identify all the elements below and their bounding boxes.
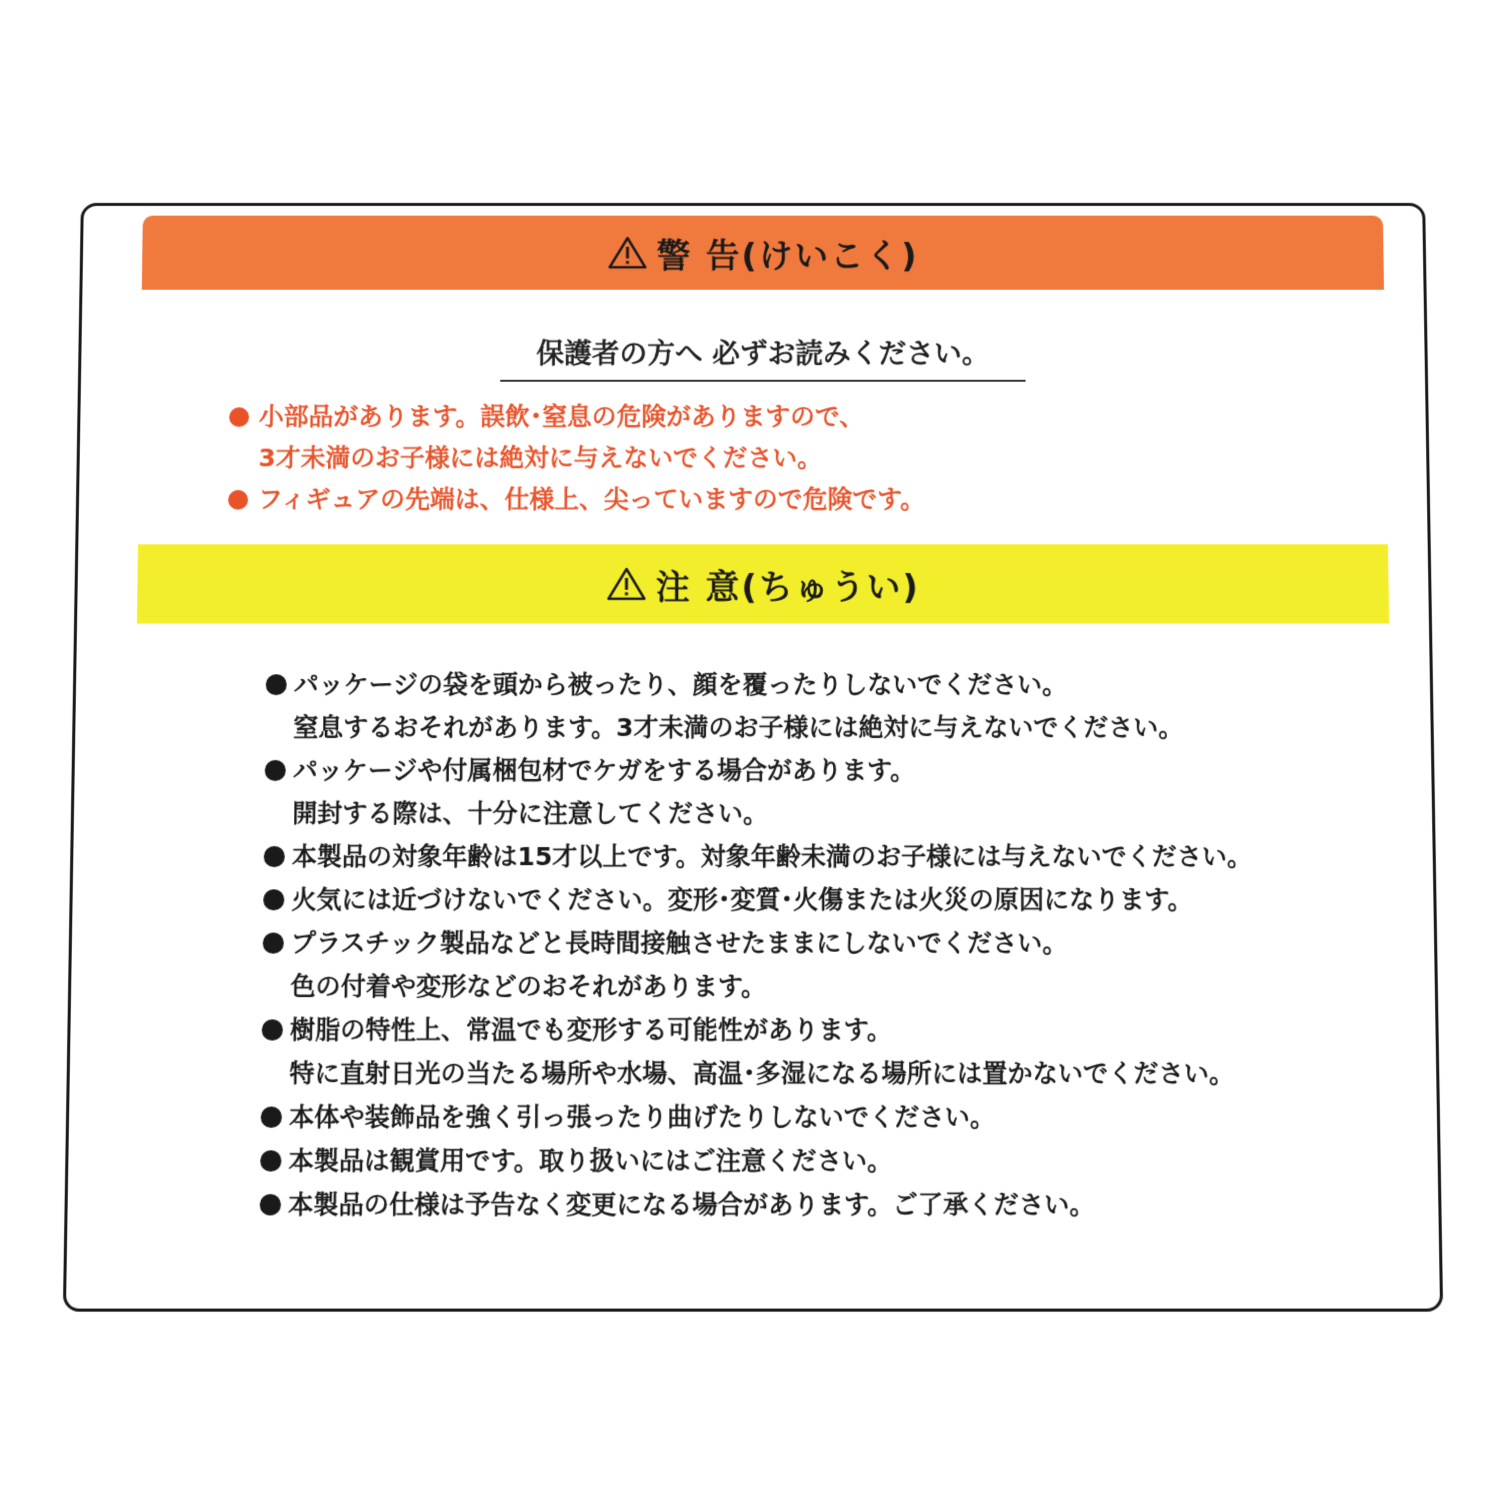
bullet-icon <box>260 1194 281 1215</box>
caution-list <box>259 663 1367 1226</box>
warning-list <box>228 396 1328 520</box>
caution-item-line: 火気には近づけないでください。変形･変質･火傷または火災の原因になります。 <box>291 885 1193 915</box>
caution-item <box>264 749 1362 835</box>
warning-title: 警 告(けいこく) <box>656 236 919 276</box>
caution-title: 注 意(ちゅうい) <box>655 567 920 608</box>
caution-item-line: パッケージや付属梱包材でケガをする場合があります。 <box>292 755 916 785</box>
bullet-icon <box>260 1150 281 1171</box>
caution-item <box>260 1095 1366 1139</box>
bullet-icon <box>263 889 284 910</box>
caution-item-line: 本製品は観賞用です。取り扱いにはご注意ください。 <box>288 1146 893 1176</box>
caution-triangle-icon <box>606 567 646 601</box>
caution-item <box>264 835 1363 878</box>
bullet-icon <box>262 1019 283 1040</box>
caution-item-line: 本製品の対象年齢は15才以上です。対象年齢未満のお子様には与えないでください。 <box>291 842 1253 872</box>
guardian-notice-text: 保護者の方へ 必ずお読みください。 <box>500 333 1025 382</box>
warning-item <box>228 479 1328 520</box>
bullet-icon <box>261 1107 282 1128</box>
caution-item <box>260 1139 1367 1183</box>
caution-item-line: 色の付着や変形などのおそれがあります。 <box>290 971 767 1002</box>
warning-label-card <box>63 203 1443 1312</box>
caution-item <box>259 1183 1367 1227</box>
warning-item-line: 小部品があります。誤飲･窒息の危険がありますので、 <box>258 402 865 431</box>
caution-item-line: 窒息するおそれがあります。3才未満のお子様には絶対に与えないでください。 <box>293 713 1184 743</box>
label-content <box>127 216 1400 1309</box>
warning-triangle-icon <box>607 236 647 269</box>
caution-item-line: 開封する際は、十分に注意してください。 <box>292 798 769 829</box>
bullet-icon <box>265 760 286 781</box>
bullet-icon <box>229 407 249 427</box>
warning-header-band <box>142 216 1384 290</box>
bullet-icon <box>264 846 285 867</box>
caution-header-band <box>137 544 1389 623</box>
caution-item-line: 樹脂の特性上、常温でも変形する可能性があります。 <box>289 1015 892 1045</box>
warning-item-line: フィギュアの先端は、仕様上、尖っていますので危険です。 <box>257 485 926 514</box>
bullet-icon <box>266 674 287 695</box>
caution-item-line: パッケージの袋を頭から被ったり、顔を覆ったりしないでください。 <box>293 670 1068 700</box>
warning-item <box>228 396 1327 479</box>
caution-item <box>261 1008 1366 1095</box>
caution-item <box>262 921 1365 1008</box>
guardian-notice <box>140 333 1385 382</box>
bullet-icon <box>228 490 248 510</box>
caution-item-line: 特に直射日光の当たる場所や水場、高温･多湿になる場所には置かないでください。 <box>289 1058 1235 1089</box>
caution-item <box>265 663 1361 749</box>
bullet-icon <box>263 933 284 954</box>
warning-item-line: 3才未満のお子様には絶対に与えないでください。 <box>258 443 822 473</box>
caution-item-line: 本製品の仕様は予告なく変更になる場合があります。ご了承ください。 <box>287 1189 1095 1220</box>
caution-item-line: 本体や装飾品を強く引っ張ったり曲げたりしないでください。 <box>288 1102 996 1132</box>
caution-item <box>263 878 1363 921</box>
caution-item-line: プラスチック製品などと長時間接触させたままにしないでください。 <box>290 928 1068 958</box>
